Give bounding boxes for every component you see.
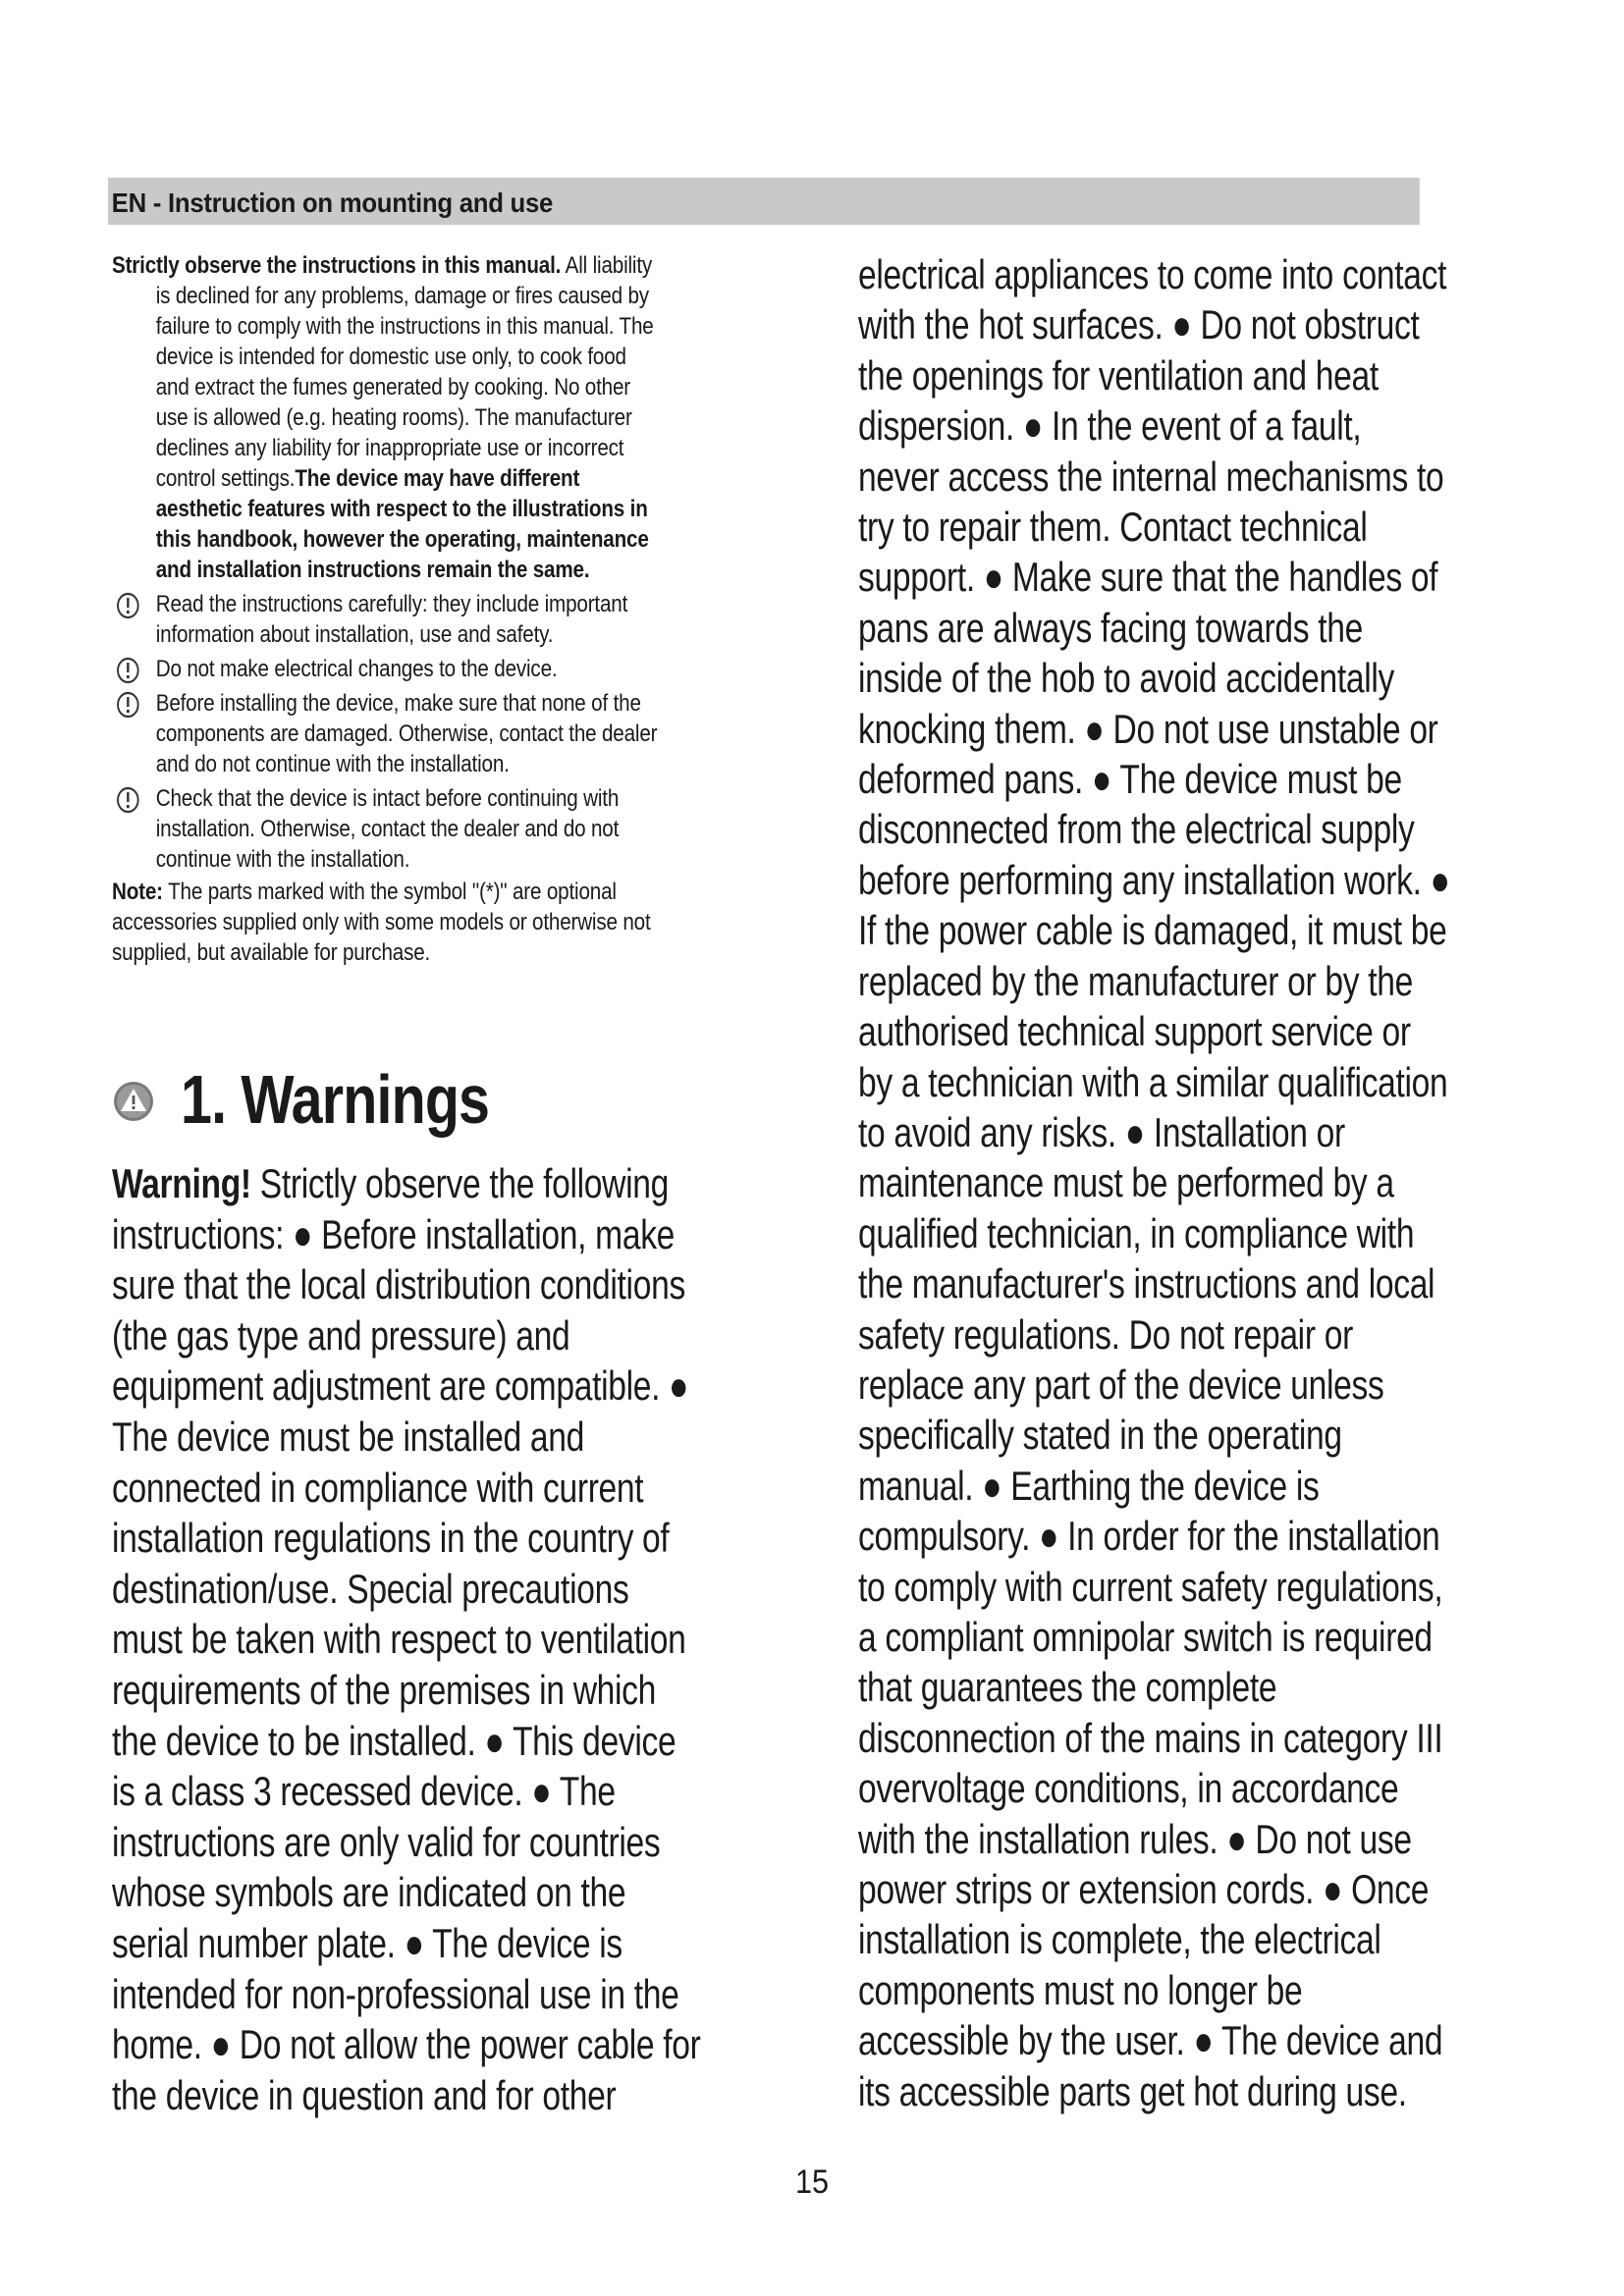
intro-bold-line: and installation instructions remain the same. — [155, 557, 590, 583]
intro-text — [112, 250, 792, 968]
intro-line: All liability — [565, 252, 653, 279]
alert-line: and do not continue with the installation. — [155, 751, 510, 777]
alert-item — [112, 783, 792, 875]
warnings-line: support. ● Make sure that the handles of — [858, 554, 1438, 601]
alert-line: Before installing the device, make sure that none of the — [155, 690, 641, 717]
warnings-line: maintenance must be performed by a — [858, 1159, 1394, 1206]
note-block — [112, 877, 792, 968]
warnings-line: requirements of the premises in which — [112, 1666, 657, 1713]
warnings-line: electrical appliances to come into contact — [858, 251, 1447, 297]
warnings-line: disconnected from the electrical supply — [858, 806, 1415, 853]
warnings-line: safety regulations. Do not repair or — [858, 1310, 1353, 1358]
note-line: accessories supplied only with some models or otherwise not — [112, 909, 651, 935]
warnings-line: home. ● Do not allow the power cable for — [112, 2021, 701, 2068]
intro-line: and extract the fumes generated by cooking. No other — [155, 374, 630, 400]
warnings-line: before performing any installation work. ● — [858, 856, 1450, 903]
warnings-line: dispersion. ● In the event of a fault, — [858, 402, 1362, 450]
warnings-line: sure that the local distribution conditions — [112, 1261, 685, 1308]
warnings-line: instructions: ● Before installation, make — [112, 1210, 676, 1257]
warnings-line: replace any part of the device unless — [858, 1361, 1384, 1408]
warnings-line: overvoltage conditions, in accordance — [858, 1765, 1399, 1812]
warnings-title: 1. Warnings — [181, 1061, 490, 1138]
warnings-line: destination/use. Special precautions — [112, 1565, 629, 1612]
alert-line: components are damaged. Otherwise, contact the dealer — [155, 721, 658, 747]
warnings-line: that guarantees the complete — [858, 1664, 1277, 1711]
intro-lead: Strictly observe the instructions in this manual. — [112, 252, 562, 279]
caution-icon — [115, 690, 140, 720]
warnings-line: is a class 3 recessed device. ● The — [112, 1768, 616, 1815]
warnings-line: authorised technical support service or — [858, 1008, 1411, 1055]
intro-line: control settings. — [155, 465, 296, 492]
intro-bold-line: aesthetic features with respect to the illustrations in — [155, 496, 648, 522]
warnings-line: try to repair them. Contact technical — [858, 504, 1368, 551]
intro-bold-line: The device may have different — [295, 465, 580, 492]
intro-column — [112, 250, 799, 968]
note-label: Note: — [112, 879, 163, 905]
intro-line: device is intended for domestic use only, to cook food — [155, 344, 626, 370]
note-line: supplied, but available for purchase. — [112, 939, 431, 966]
alert-line: Do not make electrical changes to the device. — [155, 656, 558, 682]
note-line: The parts marked with the symbol "(*)" are optional — [168, 879, 617, 905]
caution-icon — [115, 591, 140, 620]
intro-line: use is allowed (e.g. heating rooms). The manufacturer — [155, 404, 632, 431]
warnings-line: to avoid any risks. ● Installation or — [858, 1108, 1345, 1155]
alert-line: information about installation, use and safety. — [155, 621, 554, 648]
warnings-line: replaced by the manufacturer or by the — [858, 957, 1413, 1004]
alert-line: continue with the installation. — [155, 846, 410, 873]
warnings-line: inside of the hob to avoid accidentally — [858, 655, 1395, 702]
warnings-line: its accessible parts get hot during use. — [858, 2067, 1407, 2114]
warnings-line: pans are always facing towards the — [858, 604, 1363, 651]
caution-icon — [115, 656, 140, 685]
intro-line: is declined for any problems, damage or fires caused by — [155, 283, 649, 309]
warnings-line: whose symbols are indicated on the — [112, 1869, 626, 1916]
warnings-line: equipment adjustment are compatible. ● — [112, 1362, 689, 1410]
intro-bold-line: this handbook, however the operating, maintenance — [155, 526, 649, 553]
section-header-bar — [108, 178, 1420, 225]
warnings-heading — [112, 1060, 557, 1139]
warnings-line: must be taken with respect to ventilation — [112, 1616, 686, 1663]
caution-icon — [115, 785, 140, 815]
warnings-line: intended for non-professional use in the — [112, 1970, 679, 2017]
warnings-line: with the installation rules. ● Do not use — [858, 1815, 1412, 1862]
warnings-line: (the gas type and pressure) and — [112, 1311, 570, 1359]
warnings-line: compulsory. ● In order for the installation — [858, 1513, 1440, 1560]
warnings-line: with the hot surfaces. ● Do not obstruct — [858, 301, 1420, 348]
warnings-body-right — [858, 249, 1542, 2116]
warnings-line: installation regulations in the country of — [112, 1515, 670, 1562]
warnings-line: components must no longer be — [858, 1966, 1303, 2013]
alert-line: Check that the device is intact before continuing with — [155, 785, 620, 812]
alert-line: installation. Otherwise, contact the dealer and do not — [155, 816, 620, 842]
warnings-line: deformed pans. ● The device must be — [858, 756, 1402, 803]
alert-item — [112, 654, 792, 684]
warnings-line: connected in compliance with current — [112, 1464, 644, 1511]
section-header-title: EN - Instruction on mounting and use — [111, 187, 554, 218]
warnings-line: manual. ● Earthing the device is — [858, 1462, 1320, 1509]
warnings-line: a compliant omnipolar switch is required — [858, 1613, 1433, 1660]
intro-line: declines any liability for inappropriate use or incorrect — [155, 435, 624, 461]
warnings-body-left — [112, 1158, 780, 2120]
warnings-line: the device to be installed. ● This device — [112, 1717, 677, 1764]
intro-line: failure to comply with the instructions in this manual. The — [155, 313, 654, 340]
warnings-line: instructions are only valid for countries — [112, 1818, 661, 1865]
warnings-line: specifically stated in the operating — [858, 1412, 1342, 1459]
warnings-line: the device in question and for other — [112, 2071, 617, 2118]
alert-item — [112, 688, 792, 779]
warnings-line: to comply with current safety regulations, — [858, 1563, 1443, 1610]
warning-label: Warning! — [112, 1160, 251, 1206]
warning-triangle-icon — [112, 1080, 155, 1123]
page-number: 15 — [794, 2163, 830, 2201]
warnings-line: qualified technician, in compliance with — [858, 1209, 1415, 1256]
warnings-line: If the power cable is damaged, it must be — [858, 907, 1447, 954]
warnings-line: Strictly observe the following — [250, 1160, 669, 1206]
warnings-line: disconnection of the mains in category III — [858, 1714, 1443, 1761]
alert-line: Read the instructions carefully: they include important — [155, 591, 628, 617]
warnings-line: knocking them. ● Do not use unstable or — [858, 705, 1438, 752]
warnings-line: accessible by the user. ● The device and — [858, 2017, 1443, 2064]
warnings-line: the manufacturer's instructions and local — [858, 1260, 1435, 1308]
warnings-line: the openings for ventilation and heat — [858, 351, 1379, 399]
warnings-line: by a technician with a similar qualification — [858, 1058, 1448, 1105]
warnings-line: power strips or extension cords. ● Once — [858, 1866, 1430, 1912]
alert-item — [112, 589, 792, 650]
warnings-line: serial number plate. ● The device is — [112, 1919, 623, 1966]
warnings-line: The device must be installed and — [112, 1413, 584, 1460]
warnings-line: never access the internal mechanisms to — [858, 453, 1444, 500]
warnings-line: installation is complete, the electrical — [858, 1916, 1381, 1963]
